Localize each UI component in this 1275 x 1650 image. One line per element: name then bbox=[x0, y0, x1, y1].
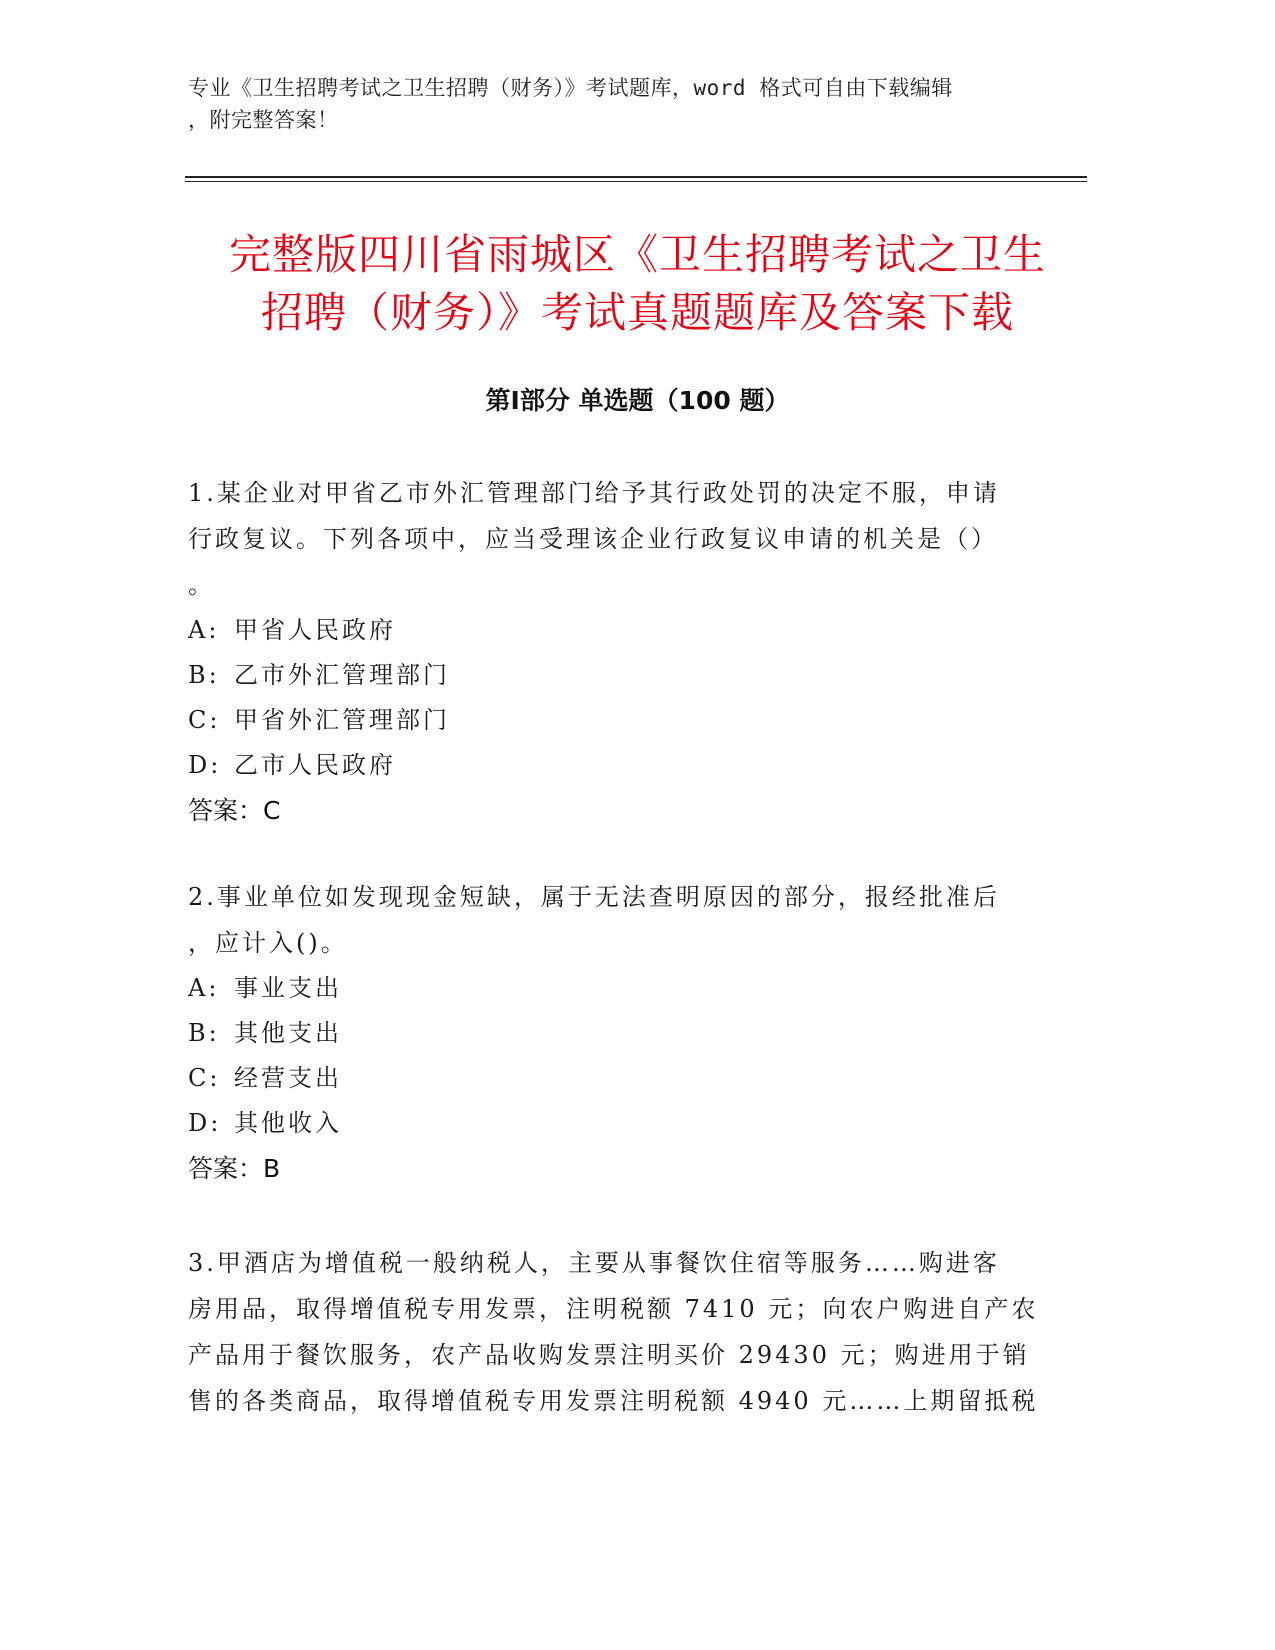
question-2 bbox=[188, 874, 1068, 1192]
header-note bbox=[188, 72, 1068, 136]
option-text: 事业支出 bbox=[234, 974, 342, 1002]
question-text-line: 售的各类商品，取得增值税专用发票注明税额 4940 元……上期留抵税 bbox=[188, 1387, 1039, 1415]
option-a bbox=[188, 608, 1068, 653]
answer: 答案：C bbox=[188, 796, 281, 825]
option-text: 甲省人民政府 bbox=[234, 616, 396, 644]
option-label: C: bbox=[188, 1064, 221, 1092]
option-label: A: bbox=[188, 616, 220, 644]
option-text: 甲省外汇管理部门 bbox=[234, 706, 450, 734]
question-text-line: 2.事业单位如发现现金短缺，属于无法查明原因的部分，报经批准后 bbox=[188, 883, 1000, 911]
option-label: D: bbox=[188, 1109, 222, 1137]
question-text-line: 产品用于餐饮服务，农产品收购发票注明买价 29430 元；购进用于销 bbox=[188, 1341, 1030, 1369]
option-text: 其他支出 bbox=[234, 1019, 342, 1047]
header-note-line-1: 专业《卫生招聘考试之卫生招聘（财务）》考试题库，word 格式可自由下载编辑 bbox=[188, 76, 953, 100]
option-text: 其他收入 bbox=[234, 1109, 342, 1137]
question-text-line: 行政复议。下列各项中，应当受理该企业行政复议申请的机关是（） bbox=[188, 525, 998, 553]
question-text-line: ，应计入()。 bbox=[188, 929, 348, 957]
option-d bbox=[188, 1101, 1068, 1146]
option-c bbox=[188, 698, 1068, 743]
option-label: D: bbox=[188, 751, 222, 779]
section-title: 第Ⅰ部分 单选题（100 题） bbox=[485, 386, 790, 415]
option-text: 乙市外汇管理部门 bbox=[234, 661, 450, 689]
option-label: B: bbox=[188, 1019, 220, 1047]
header-note-line-2: ，附完整答案！ bbox=[188, 108, 339, 132]
question-text-line: 房用品，取得增值税专用发票，注明税额 7410 元；向农户购进自产农 bbox=[188, 1295, 1039, 1323]
option-d bbox=[188, 743, 1068, 788]
option-c bbox=[188, 1056, 1068, 1101]
header-divider-thick bbox=[185, 176, 1087, 178]
answer: 答案：B bbox=[188, 1154, 281, 1183]
option-label: A: bbox=[188, 974, 220, 1002]
option-a bbox=[188, 966, 1068, 1011]
document-title-line-2: 招聘（财务）》考试真题题库及答案下载 bbox=[260, 288, 1014, 337]
question-1 bbox=[188, 470, 1068, 834]
question-text-line: 3.甲酒店为增值税一般纳税人，主要从事餐饮住宿等服务……购进客 bbox=[188, 1249, 1000, 1277]
option-text: 经营支出 bbox=[234, 1064, 342, 1092]
question-text-line: 。 bbox=[188, 571, 215, 599]
option-text: 乙市人民政府 bbox=[234, 751, 396, 779]
option-b bbox=[188, 1011, 1068, 1056]
header-divider-thin bbox=[185, 181, 1087, 182]
document-title bbox=[150, 226, 1125, 342]
option-label: C: bbox=[188, 706, 221, 734]
option-label: B: bbox=[188, 661, 220, 689]
question-3 bbox=[188, 1240, 1068, 1424]
question-text-line: 1.某企业对甲省乙市外汇管理部门给予其行政处罚的决定不服，申请 bbox=[188, 479, 1000, 507]
document-title-line-1: 完整版四川省雨城区《卫生招聘考试之卫生 bbox=[228, 230, 1046, 279]
option-b bbox=[188, 653, 1068, 698]
